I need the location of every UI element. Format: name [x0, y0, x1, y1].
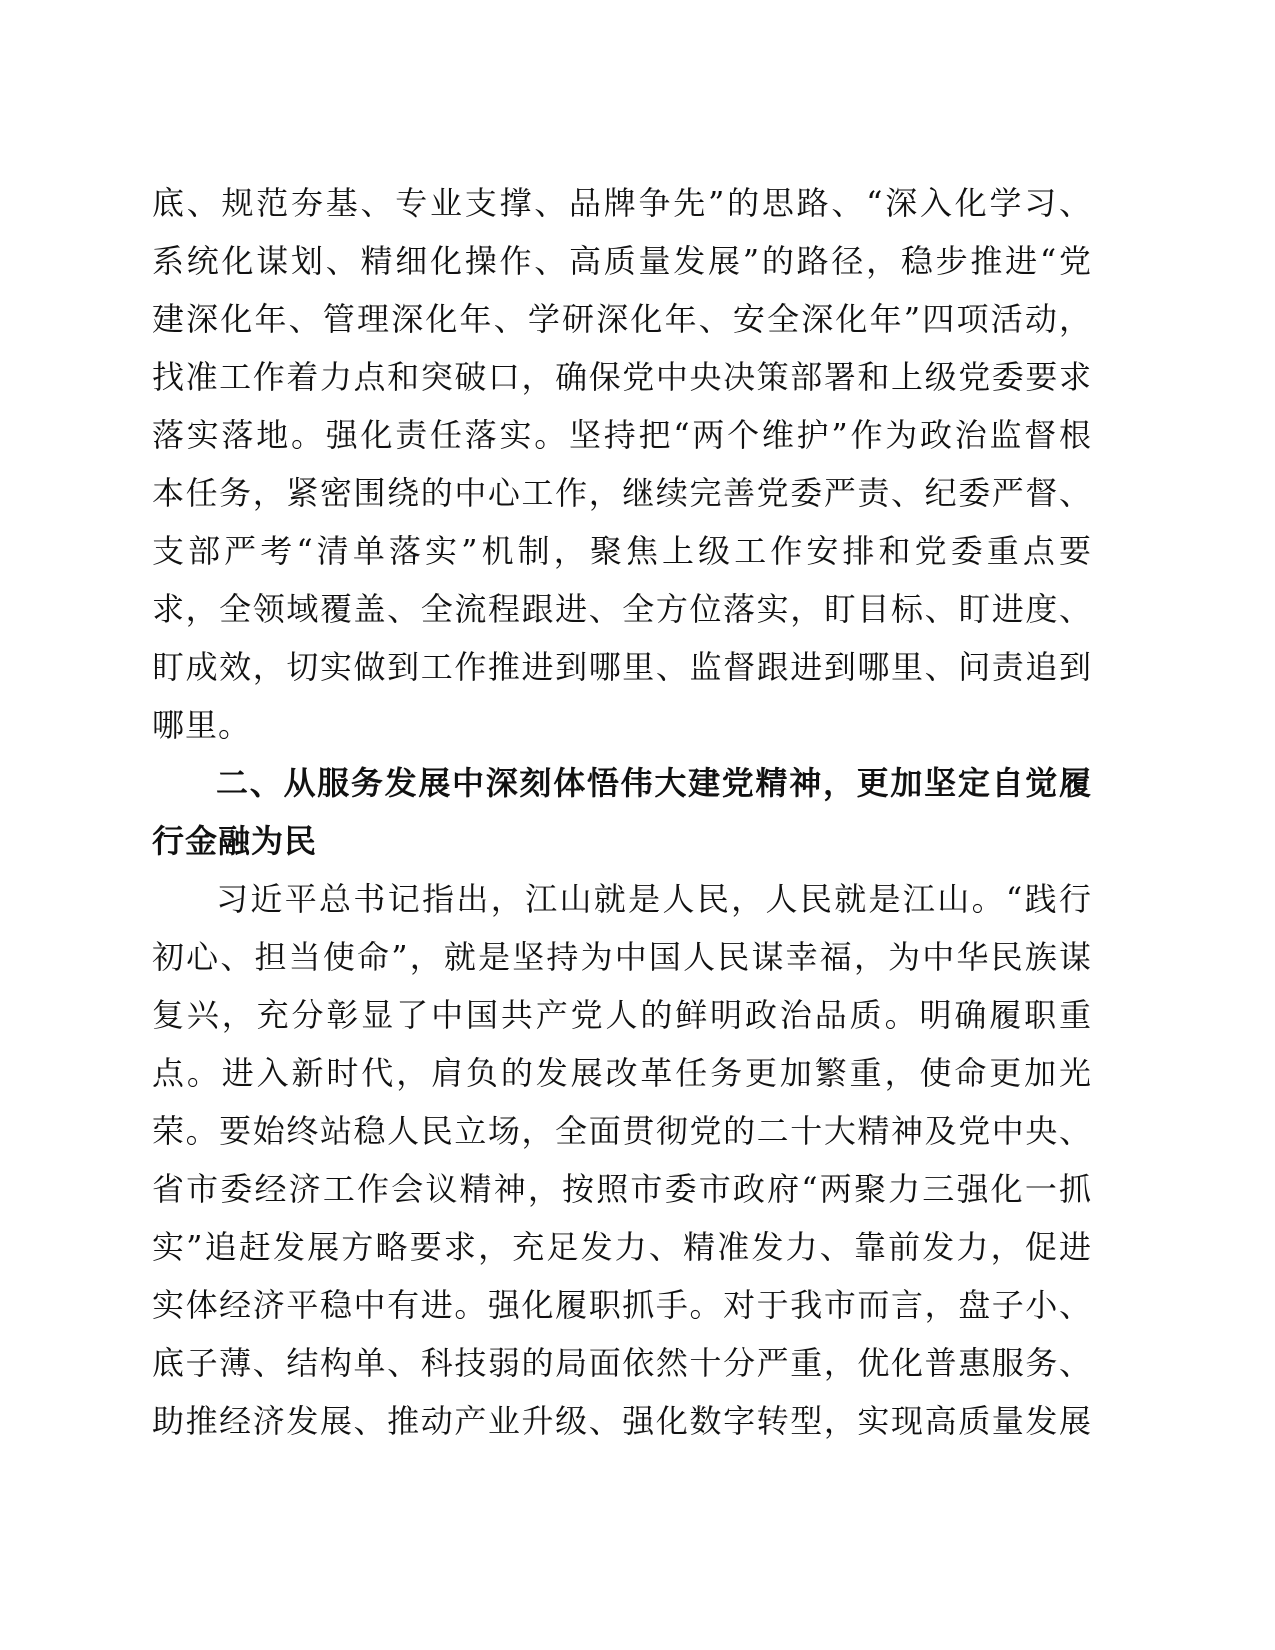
text-line: 本任务，紧密围绕的中心工作，继续完善党委严责、纪委严督、	[152, 474, 1092, 512]
text-line: 落实落地。强化责任落实。坚持把“两个维护”作为政治监督根	[152, 416, 1092, 454]
text-line: 省市委经济工作会议精神，按照市委市政府“两聚力三强化一抓	[152, 1170, 1092, 1208]
text-line: 底子薄、结构单、科技弱的局面依然十分严重，优化普惠服务、	[152, 1344, 1092, 1382]
text-line: 哪里。	[152, 706, 252, 744]
text-line: 系统化谋划、精细化操作、高质量发展”的路径，稳步推进“党	[152, 242, 1092, 280]
text-line: 荣。要始终站稳人民立场，全面贯彻党的二十大精神及党中央、	[152, 1112, 1092, 1150]
text-line: 底、规范夯基、专业支撑、品牌争先”的思路、“深入化学习、	[152, 184, 1092, 222]
text-line: 盯成效，切实做到工作推进到哪里、监督跟进到哪里、问责追到	[152, 648, 1092, 686]
text-line: 找准工作着力点和突破口，确保党中央决策部署和上级党委要求	[152, 358, 1092, 396]
text-line: 实体经济平稳中有进。强化履职抓手。对于我市而言，盘子小、	[152, 1286, 1092, 1324]
text-line: 支部严考“清单落实”机制，聚焦上级工作安排和党委重点要	[152, 532, 1092, 570]
text-line: 习近平总书记指出，江山就是人民，人民就是江山。“践行	[216, 880, 1092, 918]
text-line: 复兴，充分彰显了中国共产党人的鲜明政治品质。明确履职重	[152, 996, 1092, 1034]
text-line: 助推经济发展、推动产业升级、强化数字转型，实现高质量发展	[152, 1402, 1092, 1440]
document-body	[152, 174, 1092, 1450]
paragraph-1	[152, 174, 1092, 754]
text-line: 实”追赶发展方略要求，充足发力、精准发力、靠前发力，促进	[152, 1228, 1092, 1266]
heading-line: 二、从服务发展中深刻体悟伟大建党精神，更加坚定自觉履	[216, 764, 1092, 802]
text-line: 建深化年、管理深化年、学研深化年、安全深化年”四项活动，	[152, 300, 1092, 338]
heading-line: 行金融为民	[152, 822, 318, 860]
text-line: 求，全领域覆盖、全流程跟进、全方位落实，盯目标、盯进度、	[152, 590, 1092, 628]
text-line: 点。进入新时代，肩负的发展改革任务更加繁重，使命更加光	[152, 1054, 1092, 1092]
section-heading	[152, 754, 1092, 870]
paragraph-2	[152, 870, 1092, 1450]
text-line: 初心、担当使命”，就是坚持为中国人民谋幸福，为中华民族谋	[152, 938, 1092, 976]
